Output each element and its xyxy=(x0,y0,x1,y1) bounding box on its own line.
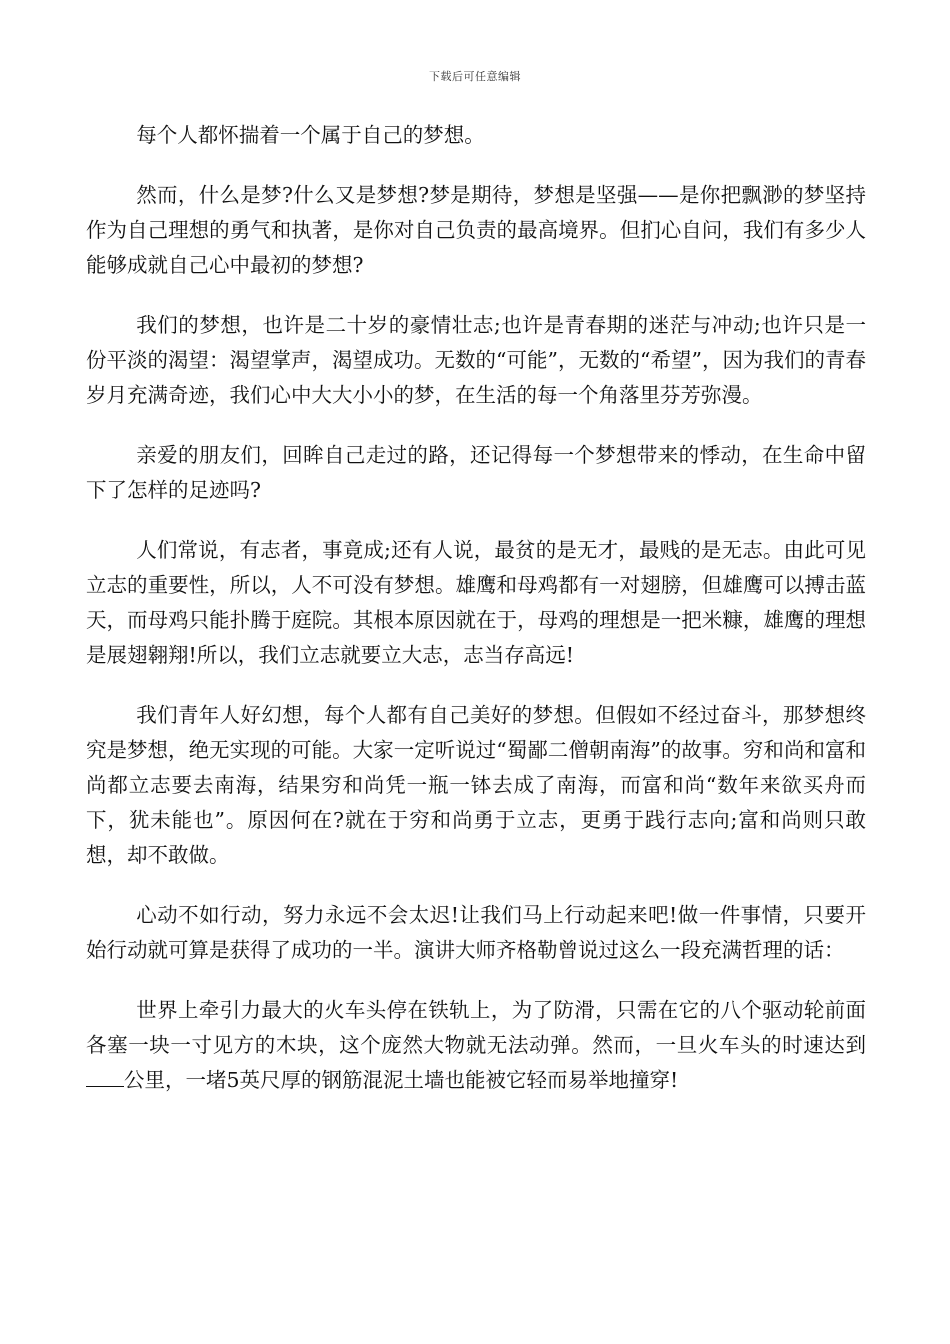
paragraph: 然而，什么是梦?什么又是梦想?梦是期待，梦想是坚强——是你把飘渺的梦坚持作为自己理想的勇气和执著，是你对自己负责的最高境界。但扪心自问，我们有多少人能够成就自己心中最初的梦想? xyxy=(86,183,866,277)
fill-in-blank xyxy=(86,1066,124,1087)
paragraph: 心动不如行动，努力永远不会太迟!让我们马上行动起来吧!做一件事情，只要开始行动就可算是获得了成功的一半。演讲大师齐格勒曾说过这么一段充满哲理的话： xyxy=(86,903,866,962)
paragraph: 每个人都怀揣着一个属于自己的梦想。 xyxy=(136,123,485,147)
paragraph-with-blank xyxy=(86,993,866,1098)
paragraph-text-after-blank: 公里，一堵5英尺厚的钢筋混泥土墙也能被它轻而易举地撞穿! xyxy=(124,1068,679,1092)
paragraph: 人们常说，有志者，事竟成;还有人说，最贫的是无才，最贱的是无志。由此可见立志的重要性，所以，人不可没有梦想。雄鹰和母鸡都有一对翅膀，但雄鹰可以搏击蓝天，而母鸡只能扑腾于庭院。其根本原因就在于，母鸡的理想是一把米糠，雄鹰的理想是展翅翱翔!所以，我们立志就要立大志，志当存高远! xyxy=(86,538,866,667)
paragraph: 我们的梦想，也许是二十岁的豪情壮志;也许是青春期的迷茫与冲动;也许只是一份平淡的渴望：渴望掌声，渴望成功。无数的“可能”，无数的“希望”，因为我们的青春岁月充满奇迹，我们心中大大小小的梦，在生活的每一个角落里芬芳弥漫。 xyxy=(86,313,866,407)
paragraph: 我们青年人好幻想，每个人都有自己美好的梦想。但假如不经过奋斗，那梦想终究是梦想，绝无实现的可能。大家一定听说过“蜀鄙二僧朝南海”的故事。穷和尚和富和尚都立志要去南海，结果穷和尚凭一瓶一钵去成了南海，而富和尚“数年来欲买舟而下，犹未能也”。原因何在?就在于穷和尚勇于立志，更勇于践行志向;富和尚则只敢想，却不敢做。 xyxy=(86,703,866,867)
header-note: 下载后可任意编辑 xyxy=(429,70,521,83)
paragraph: 亲爱的朋友们，回眸自己走过的路，还记得每一个梦想带来的悸动，在生命中留下了怎样的足迹吗? xyxy=(86,443,866,502)
paragraph-text-before-blank: 世界上牵引力最大的火车头停在铁轨上，为了防滑，只需在它的八个驱动轮前面各塞一块一寸见方的木块，这个庞然大物就无法动弹。然而，一旦火车头的时速达到 xyxy=(86,998,866,1057)
document-body xyxy=(86,118,866,1123)
